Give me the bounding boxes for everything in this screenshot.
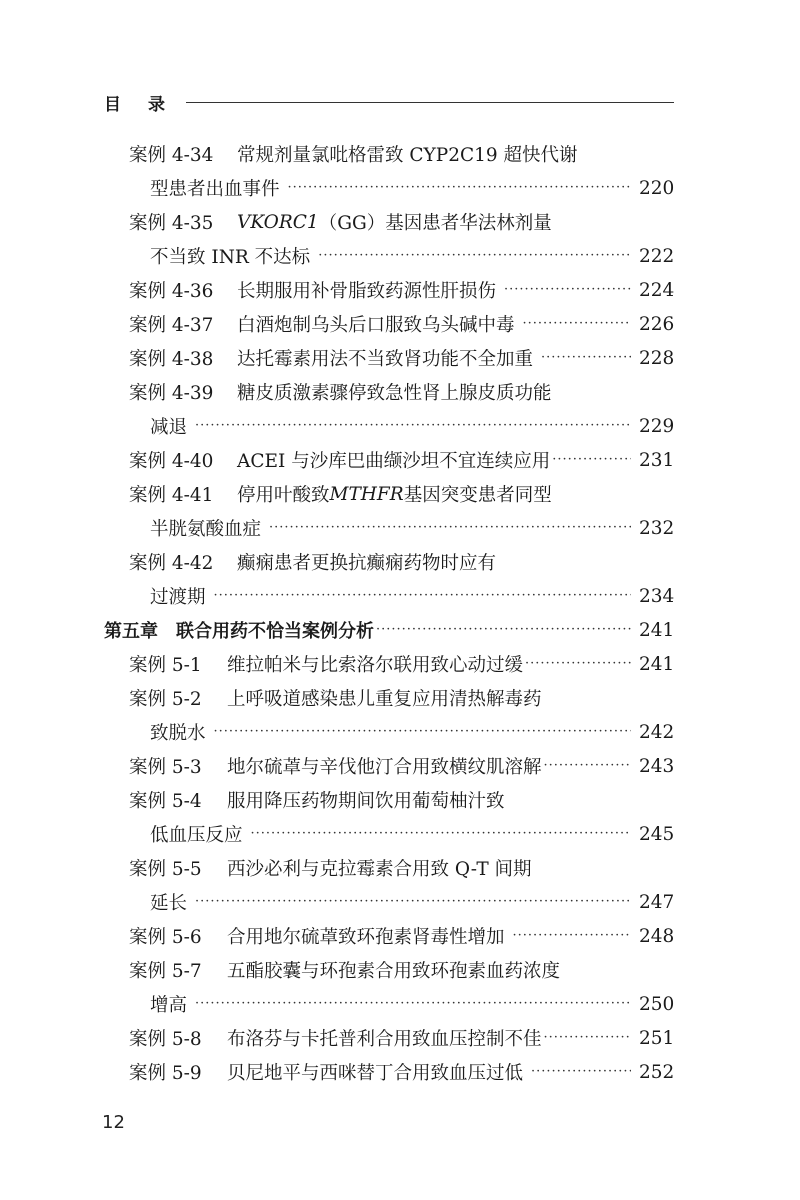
case-number: 案例 5-1 (129, 655, 202, 676)
case-title: （GG）基因患者华法林剂量 (318, 213, 552, 234)
case-number: 案例 4-39 (129, 383, 214, 404)
case-number: 案例 5-7 (129, 961, 202, 982)
case-number: 案例 5-4 (129, 791, 202, 812)
toc-entry (129, 749, 674, 783)
case-title: 贝尼地平与西咪替丁合用致血压过低 (227, 1063, 524, 1084)
page-number: 242 (639, 721, 674, 743)
leader-dots (214, 715, 631, 749)
running-header (104, 88, 674, 116)
toc-entry-continuation (150, 171, 674, 205)
case-title: 白酒炮制乌头后口服致乌头碱中毒 (237, 315, 515, 336)
page-number: 232 (639, 517, 674, 539)
page-number: 220 (639, 177, 674, 199)
leader-dots (195, 885, 631, 919)
toc-entry (129, 919, 674, 953)
toc-entry (129, 545, 674, 579)
case-number: 案例 4-41 (129, 485, 214, 506)
case-number: 案例 4-36 (129, 281, 214, 302)
leader-dots (251, 817, 631, 851)
case-title-suffix: 基因突变患者同型 (403, 485, 552, 506)
page-number: 229 (639, 415, 674, 437)
page-number: 248 (639, 925, 674, 947)
case-title: 常规剂量氯吡格雷致 CYP2C19 超快代谢 (237, 145, 578, 166)
case-number: 案例 4-34 (129, 145, 214, 166)
toc-entry-continuation (150, 817, 674, 851)
page-number: 224 (639, 279, 674, 301)
page-number: 231 (639, 449, 674, 471)
case-number: 案例 4-38 (129, 349, 214, 370)
page-number: 251 (639, 1027, 674, 1049)
case-title: 过渡期 (150, 587, 206, 608)
chapter-heading (104, 613, 674, 647)
toc-entry-continuation (150, 239, 674, 273)
page-number: 241 (639, 619, 674, 641)
case-title: 增高 (150, 995, 188, 1016)
case-number: 案例 5-5 (129, 859, 202, 880)
leader-dots (269, 511, 631, 545)
toc-entry-continuation (150, 885, 674, 919)
page-number: 226 (639, 313, 674, 335)
toc-entry (129, 1055, 674, 1089)
leader-dots (525, 647, 631, 681)
page-number: 245 (639, 823, 674, 845)
leader-dots (318, 239, 631, 273)
toc-entry (129, 477, 674, 511)
case-title: 不当致 INR 不达标 (150, 247, 311, 268)
toc-entry-continuation (150, 511, 674, 545)
case-title: 低血压反应 (150, 825, 243, 846)
folio-page-number: 12 (102, 1112, 125, 1133)
page-number: 222 (639, 245, 674, 267)
page-number: 234 (639, 585, 674, 607)
leader-dots (523, 307, 631, 341)
case-number: 案例 5-8 (129, 1029, 202, 1050)
toc-entry (129, 273, 674, 307)
header-rule (186, 102, 674, 103)
case-number: 案例 4-40 (129, 451, 214, 472)
case-title: 布洛芬与卡托普利合用致血压控制不佳 (227, 1029, 542, 1050)
toc-entry (129, 205, 674, 239)
case-title: 五酯胶囊与环孢素合用致环孢素血药浓度 (227, 961, 561, 982)
case-title: 西沙必利与克拉霉素合用致 Q-T 间期 (227, 859, 532, 880)
case-number: 案例 5-3 (129, 757, 202, 778)
case-title: 停用叶酸致 (237, 485, 330, 506)
toc-entry (129, 681, 674, 715)
leader-dots (541, 341, 631, 375)
gene-name: MTHFR (329, 483, 404, 505)
case-title: 达托霉素用法不当致肾功能不全加重 (237, 349, 534, 370)
toc-entry (129, 953, 674, 987)
leader-dots (288, 171, 631, 205)
case-title: 糖皮质激素骤停致急性肾上腺皮质功能 (237, 383, 552, 404)
toc-entry-continuation (150, 579, 674, 613)
leader-dots (552, 443, 631, 477)
leader-dots (544, 749, 631, 783)
case-number: 案例 5-6 (129, 927, 202, 948)
chapter-title: 第五章 联合用药不恰当案例分析 (104, 621, 374, 642)
toc-entry-continuation (150, 987, 674, 1021)
case-number: 案例 4-35 (129, 213, 214, 234)
case-title: 长期服用补骨脂致药源性肝损伤 (237, 281, 497, 302)
leader-dots (214, 579, 631, 613)
case-title: 致脱水 (150, 723, 206, 744)
case-title: ACEI 与沙库巴曲缬沙坦不宜连续应用 (237, 451, 551, 472)
case-title: 型患者出血事件 (150, 179, 280, 200)
toc-entry (129, 851, 674, 885)
leader-dots (195, 409, 631, 443)
toc-entry-continuation (150, 715, 674, 749)
toc-entry (129, 1021, 674, 1055)
case-number: 案例 5-9 (129, 1063, 202, 1084)
case-title: 维拉帕米与比索洛尔联用致心动过缓 (227, 655, 524, 676)
page-number: 241 (639, 653, 674, 675)
case-number: 案例 4-42 (129, 553, 214, 574)
page-number: 228 (639, 347, 674, 369)
toc-entry (129, 341, 674, 375)
toc-entry (129, 443, 674, 477)
case-title: 上呼吸道感染患儿重复应用清热解毒药 (227, 689, 542, 710)
toc-entry-continuation (150, 409, 674, 443)
case-title: 半胱氨酸血症 (150, 519, 262, 540)
toc-entry (129, 783, 674, 817)
page-number: 243 (639, 755, 674, 777)
toc-entry (129, 375, 674, 409)
header-title: 目录 (104, 94, 192, 115)
case-title: 服用降压药物期间饮用葡萄柚汁致 (227, 791, 505, 812)
case-title: 癫痫患者更换抗癫痫药物时应有 (237, 553, 497, 574)
page-number: 247 (639, 891, 674, 913)
page-number: 250 (639, 993, 674, 1015)
toc-entry (129, 307, 674, 341)
case-title: 延长 (150, 893, 188, 914)
leader-dots (544, 1021, 631, 1055)
toc-entry (129, 647, 674, 681)
case-title: 地尔硫䓬与辛伐他汀合用致横纹肌溶解 (227, 757, 542, 778)
case-title: 减退 (150, 417, 188, 438)
case-title: 合用地尔硫䓬致环孢素肾毒性增加 (227, 927, 505, 948)
gene-name: VKORC1 (237, 211, 319, 233)
case-number: 案例 5-2 (129, 689, 202, 710)
leader-dots (504, 273, 631, 307)
leader-dots (195, 987, 631, 1021)
page-number: 252 (639, 1061, 674, 1083)
leader-dots (513, 919, 631, 953)
leader-dots (531, 1055, 631, 1089)
case-number: 案例 4-37 (129, 315, 214, 336)
toc-entry (129, 137, 674, 171)
leader-dots (376, 613, 631, 647)
